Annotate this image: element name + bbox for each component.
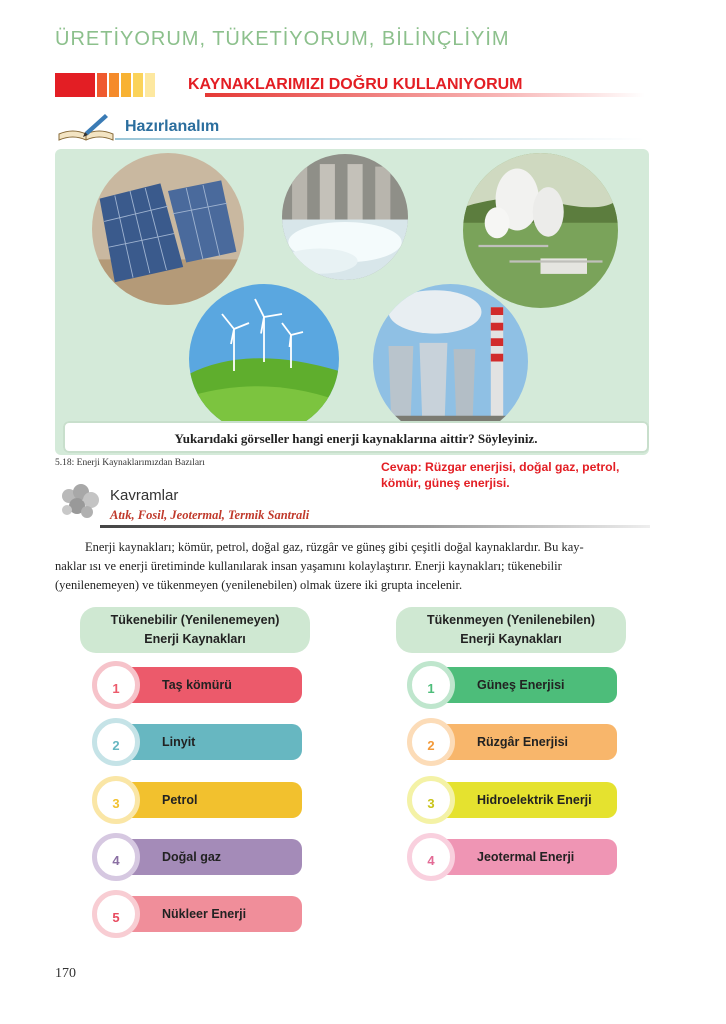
- concepts-icon: [57, 482, 105, 522]
- item-label: Güneş Enerjisi: [477, 678, 565, 692]
- list-item: [92, 894, 302, 934]
- solar-panels-photo: [92, 153, 244, 305]
- paragraph-line: naklar ısı ve enerji üretiminde kullanılarak insan yaşamını kolaylaştırır. Enerji kaynakları; tükenebilir: [55, 559, 562, 573]
- list-item: [407, 837, 617, 877]
- item-label: Rüzgâr Enerjisi: [477, 735, 568, 749]
- list-item: [92, 665, 302, 705]
- item-number: 3: [427, 796, 435, 811]
- list-item: [92, 722, 302, 762]
- renewable-header: [396, 607, 626, 653]
- item-label: Jeotermal Enerji: [477, 850, 575, 864]
- list-item: [92, 837, 302, 877]
- renewable-title-line2: Enerji Kaynakları: [460, 632, 562, 646]
- question-text: Yukarıdaki görseller hangi enerji kaynaklarına aittir? Söyleyiniz.: [174, 431, 538, 446]
- item-number: 4: [427, 853, 435, 868]
- answer-text: Cevap: Rüzgar enerjisi, doğal gaz, petrol, kömür, güneş enerjisi.: [381, 460, 620, 490]
- wind-turbines-photo: [189, 284, 339, 434]
- figure-caption: 5.18: Enerji Kaynaklarımızdan Bazıları: [55, 458, 205, 468]
- renewable-title-line1: Tükenmeyen (Yenilenebilen): [426, 613, 596, 627]
- prepare-header: [55, 110, 645, 144]
- dam-photo: [282, 154, 408, 280]
- nonrenewable-title-line2: Enerji Kaynakları: [144, 632, 246, 646]
- item-label: Hidroelektrik Enerji: [477, 793, 592, 807]
- item-number: 1: [112, 681, 120, 696]
- list-item: [407, 665, 617, 705]
- book-pen-icon: [55, 110, 117, 144]
- item-number: 2: [427, 738, 435, 753]
- item-number: 2: [112, 738, 120, 753]
- nonrenewable-title-line1: Tükenebilir (Yenilenemeyen): [110, 613, 280, 627]
- list-item: [92, 780, 302, 820]
- concepts-title: Kavramlar: [110, 487, 179, 504]
- item-label: Doğal gaz: [162, 850, 222, 864]
- thermal-plant-photo: [373, 284, 528, 439]
- item-label: Nükleer Enerji: [162, 907, 247, 921]
- item-number: 3: [112, 796, 120, 811]
- list-item: [407, 780, 617, 820]
- item-label: Petrol: [162, 793, 198, 807]
- nonrenewable-header: [80, 607, 310, 653]
- paragraph-line: (yenilenemeyen) ve tükenmeyen (yenilenebilen) olmak üzere iki grupta incelenir.: [55, 578, 463, 592]
- prepare-label: Hazırlanalım: [125, 118, 220, 135]
- item-number: 4: [112, 853, 120, 868]
- lesson-title: KAYNAKLARIMIZI DOĞRU KULLANIYORUM: [188, 76, 523, 93]
- unit-title: ÜRETİYORUM, TÜKETİYORUM, BİLİNÇLİYİM: [55, 28, 510, 50]
- item-label: Taş kömürü: [162, 678, 232, 692]
- list-item: [407, 722, 617, 762]
- concepts-divider: [100, 525, 650, 528]
- page-number: 170: [55, 966, 76, 981]
- concepts-terms: Atık, Fosil, Jeotermal, Termik Santrali: [110, 508, 310, 522]
- geothermal-plant-photo: [463, 153, 618, 308]
- intro-paragraph: [55, 538, 649, 595]
- paragraph-line: Enerji kaynakları; kömür, petrol, doğal gaz, rüzgâr ve güneş gibi çeşitli doğal kaynaklardır. Bu kay-: [85, 540, 584, 554]
- item-label: Linyit: [162, 735, 196, 749]
- item-number: 5: [112, 910, 120, 925]
- question-box: [63, 421, 649, 453]
- item-number: 1: [427, 681, 435, 696]
